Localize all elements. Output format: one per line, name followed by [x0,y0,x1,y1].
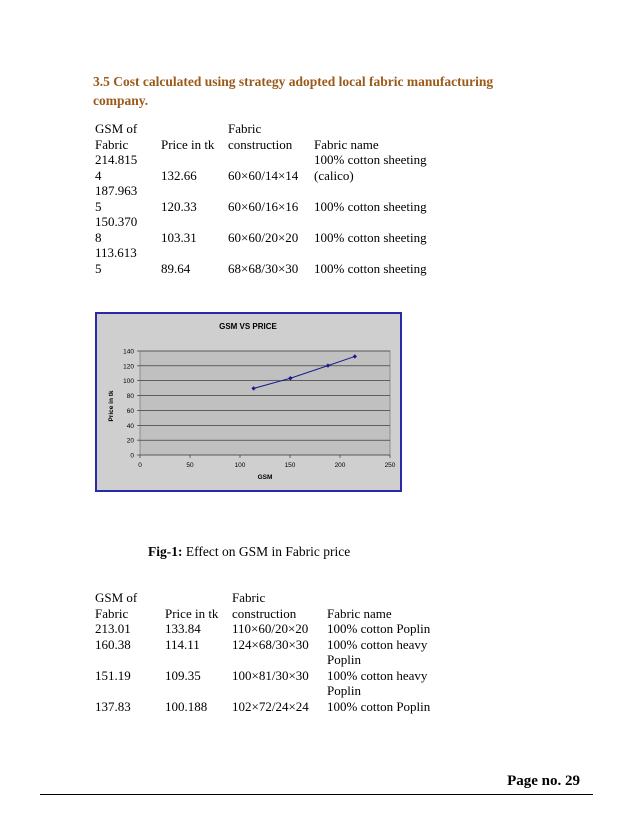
y-tick-label: 0 [130,452,134,460]
chart-title: GSM VS PRICE [219,322,277,331]
table-cell [95,152,161,183]
table-header-row [95,121,427,152]
cell-line: 214.815 [95,152,138,167]
y-tick-label: 120 [123,363,134,371]
table-cell [161,152,228,183]
table-row [95,245,427,276]
cell-line: GSM of [95,121,138,136]
cell-line: 100% cotton sheeting [314,198,427,214]
table-cell [314,152,427,183]
table-cell: 100×81/30×30 [232,667,309,683]
table-cell: 137.83 [95,698,131,714]
cell-line: 60×60/16×16 [228,198,299,214]
gsm-price-chart [95,312,402,492]
y-tick-label: 100 [123,378,134,386]
x-tick-label: 150 [284,462,296,469]
caption-label: Fig-1: [148,544,183,559]
table-cell [161,245,228,276]
cell-line: 5 [95,260,102,276]
table-cell [228,183,314,214]
table-header-cell [314,121,427,152]
table-header-cell [165,590,232,621]
table-header-cell [95,590,165,621]
table-cell: 100% cotton heavy Poplin [327,667,428,698]
cell-line: 4 [95,167,102,183]
section-heading: 3.5 Cost calculated using strategy adopted local fabric manufacturing company. [93,74,494,108]
cell-line: 132.66 [161,167,197,183]
footer-rule [40,794,593,795]
cell-line: 100% cotton sheeting [314,152,427,167]
page-number: Page no. 29 [507,773,580,789]
table-header-row [95,590,447,621]
table-header-cell [161,121,228,152]
table-cell [228,214,314,245]
table-row [95,183,427,214]
cell-line: 60×60/20×20 [228,229,299,245]
table-cell [161,214,228,245]
table-cell: 109.35 [165,667,201,683]
x-tick-label: 50 [186,462,194,469]
cell-line: 103.31 [161,229,197,245]
table-header-cell [95,121,161,152]
y-tick-label: 20 [126,437,134,445]
cell-line: 5 [95,198,102,214]
table-cell: 100.188 [165,698,208,714]
cell-line: 100% cotton sheeting [314,229,427,245]
table-cell [161,183,228,214]
cell-line: Fabric [95,605,129,621]
cell-line: 68×68/30×30 [228,260,299,276]
cost-table-1 [95,121,427,276]
cost-table-2 [95,590,447,714]
table-cell [95,245,161,276]
cell-line: Fabric [232,590,266,605]
cell-line: Fabric [228,121,262,136]
table-cell [228,245,314,276]
table-cell: 213.01 [95,621,131,636]
cell-line: 89.64 [161,260,191,276]
table-row [95,668,447,699]
cell-line: 60×60/14×14 [228,167,299,183]
table-cell [314,214,427,245]
table-cell [228,152,314,183]
table-row [95,637,447,668]
x-tick-label: 200 [334,462,346,469]
table-cell: 100% cotton Poplin [327,621,431,636]
x-tick-label: 0 [138,462,142,469]
table-header-cell [228,121,314,152]
table-row [95,621,447,637]
cell-line: (calico) [314,167,354,183]
cell-line: 8 [95,229,102,245]
y-tick-label: 60 [126,407,134,415]
table-cell: 133.84 [165,621,201,636]
y-tick-label: 140 [123,348,134,356]
table-cell: 124×68/30×30 [232,636,309,652]
cell-line: 120.33 [161,198,197,214]
table-cell: 151.19 [95,667,131,683]
cell-line: Fabric name [314,136,379,152]
chart-svg [97,314,400,490]
table-row [95,699,447,715]
cell-line: Fabric [95,136,129,152]
x-axis-label: GSM [257,474,273,481]
table-cell: 100% cotton Poplin [327,698,431,714]
table-header-cell [327,590,447,621]
x-tick-label: 100 [234,462,246,469]
table-cell [314,245,427,276]
table-cell: 160.38 [95,636,131,652]
plot-area [140,351,390,455]
figure-caption [148,544,350,560]
table-cell [314,183,427,214]
y-tick-label: 40 [126,422,134,430]
table-row [95,214,427,245]
table-cell: 102×72/24×24 [232,698,309,714]
table-header-cell [232,590,327,621]
cell-line: 113.613 [95,245,137,260]
y-axis-label: Price in tk [108,390,115,422]
cell-line: 187.963 [95,183,138,198]
table-cell: 100% cotton heavy Poplin [327,636,428,667]
cell-line: 150.370 [95,214,138,229]
cell-line: construction [232,605,297,621]
table-cell: 110×60/20×20 [232,621,309,636]
y-tick-label: 80 [126,393,134,401]
table-cell: 114.11 [165,636,200,652]
cell-line: GSM of [95,590,138,605]
x-tick-label: 250 [384,462,396,469]
table-cell [95,214,161,245]
cell-line: construction [228,136,293,152]
cell-line: Price in tk [161,136,215,152]
table-row [95,152,427,183]
table-cell [95,183,161,214]
cell-line: Price in tk [165,605,219,621]
caption-text: Effect on GSM in Fabric price [182,544,351,559]
cell-line: Fabric name [327,605,392,621]
cell-line: 100% cotton sheeting [314,260,427,276]
